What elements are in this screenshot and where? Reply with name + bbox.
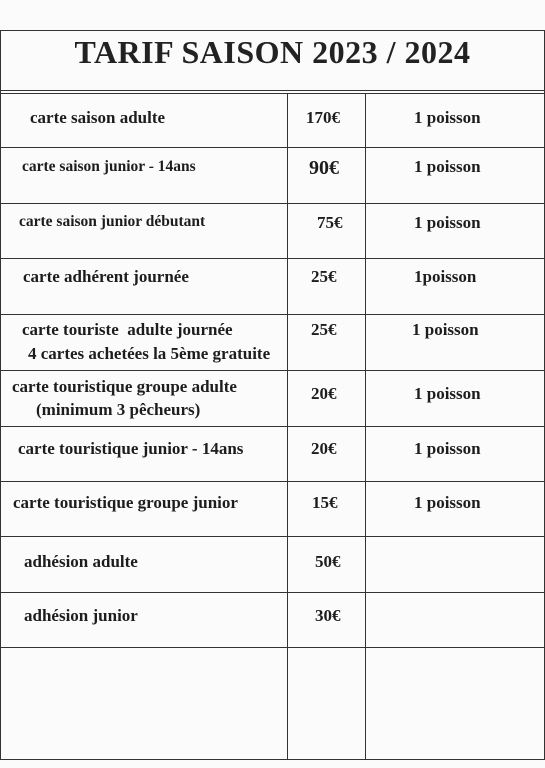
row-divider <box>0 481 545 482</box>
frame-top <box>0 30 545 31</box>
row-divider <box>0 536 545 537</box>
row-price: 75€ <box>317 213 343 232</box>
row-price: 25€ <box>311 267 337 286</box>
row-catch-limit: 1 poisson <box>414 493 481 512</box>
page-title: TARIF SAISON 2023 / 2024 <box>74 34 471 70</box>
row-divider <box>0 426 545 427</box>
row-price: 90€ <box>309 157 339 179</box>
row-label: carte touristique junior - 14ans <box>18 439 244 458</box>
row-label: carte saison adulte <box>30 108 166 127</box>
row-catch-limit: 1 poisson <box>414 213 481 232</box>
frame-bottom <box>0 759 545 760</box>
row-price: 170€ <box>306 108 340 127</box>
row-price: 25€ <box>311 320 337 339</box>
row-divider <box>0 203 545 204</box>
row-catch-limit: 1 poisson <box>414 108 481 127</box>
row-divider <box>0 647 545 648</box>
row-label: carte adhérent journée <box>23 267 189 286</box>
row-catch-limit: 1 poisson <box>414 157 481 176</box>
row-catch-limit: 1 poisson <box>414 384 481 403</box>
row-price: 20€ <box>311 439 337 458</box>
row-divider <box>0 592 545 593</box>
title-bottom-line <box>0 90 545 91</box>
row-divider <box>0 147 545 148</box>
row-label: carte saison junior - 14ans <box>22 158 196 175</box>
row-label-note: (minimum 3 pêcheurs) <box>36 400 201 419</box>
row-catch-limit: 1poisson <box>414 267 477 286</box>
row-label-note: 4 cartes achetées la 5ème gratuite <box>28 344 271 363</box>
row-label: carte touriste adulte journée <box>22 320 233 339</box>
row-divider <box>0 258 545 259</box>
row-price: 20€ <box>311 384 337 403</box>
row-price: 50€ <box>315 552 341 571</box>
row-catch-limit: 1 poisson <box>414 439 481 458</box>
row-label: adhésion adulte <box>24 552 138 571</box>
row-catch-limit: 1 poisson <box>412 320 479 339</box>
row-label: carte touristique groupe adulte <box>12 377 237 396</box>
row-divider <box>0 314 545 315</box>
frame-left <box>0 30 1 760</box>
row-label: carte saison junior débutant <box>19 213 206 230</box>
row-price: 30€ <box>315 606 341 625</box>
table-top-line <box>0 93 545 94</box>
row-label: carte touristique groupe junior <box>13 493 238 512</box>
row-label: adhésion junior <box>24 606 138 625</box>
row-price: 15€ <box>312 493 338 512</box>
row-divider <box>0 370 545 371</box>
